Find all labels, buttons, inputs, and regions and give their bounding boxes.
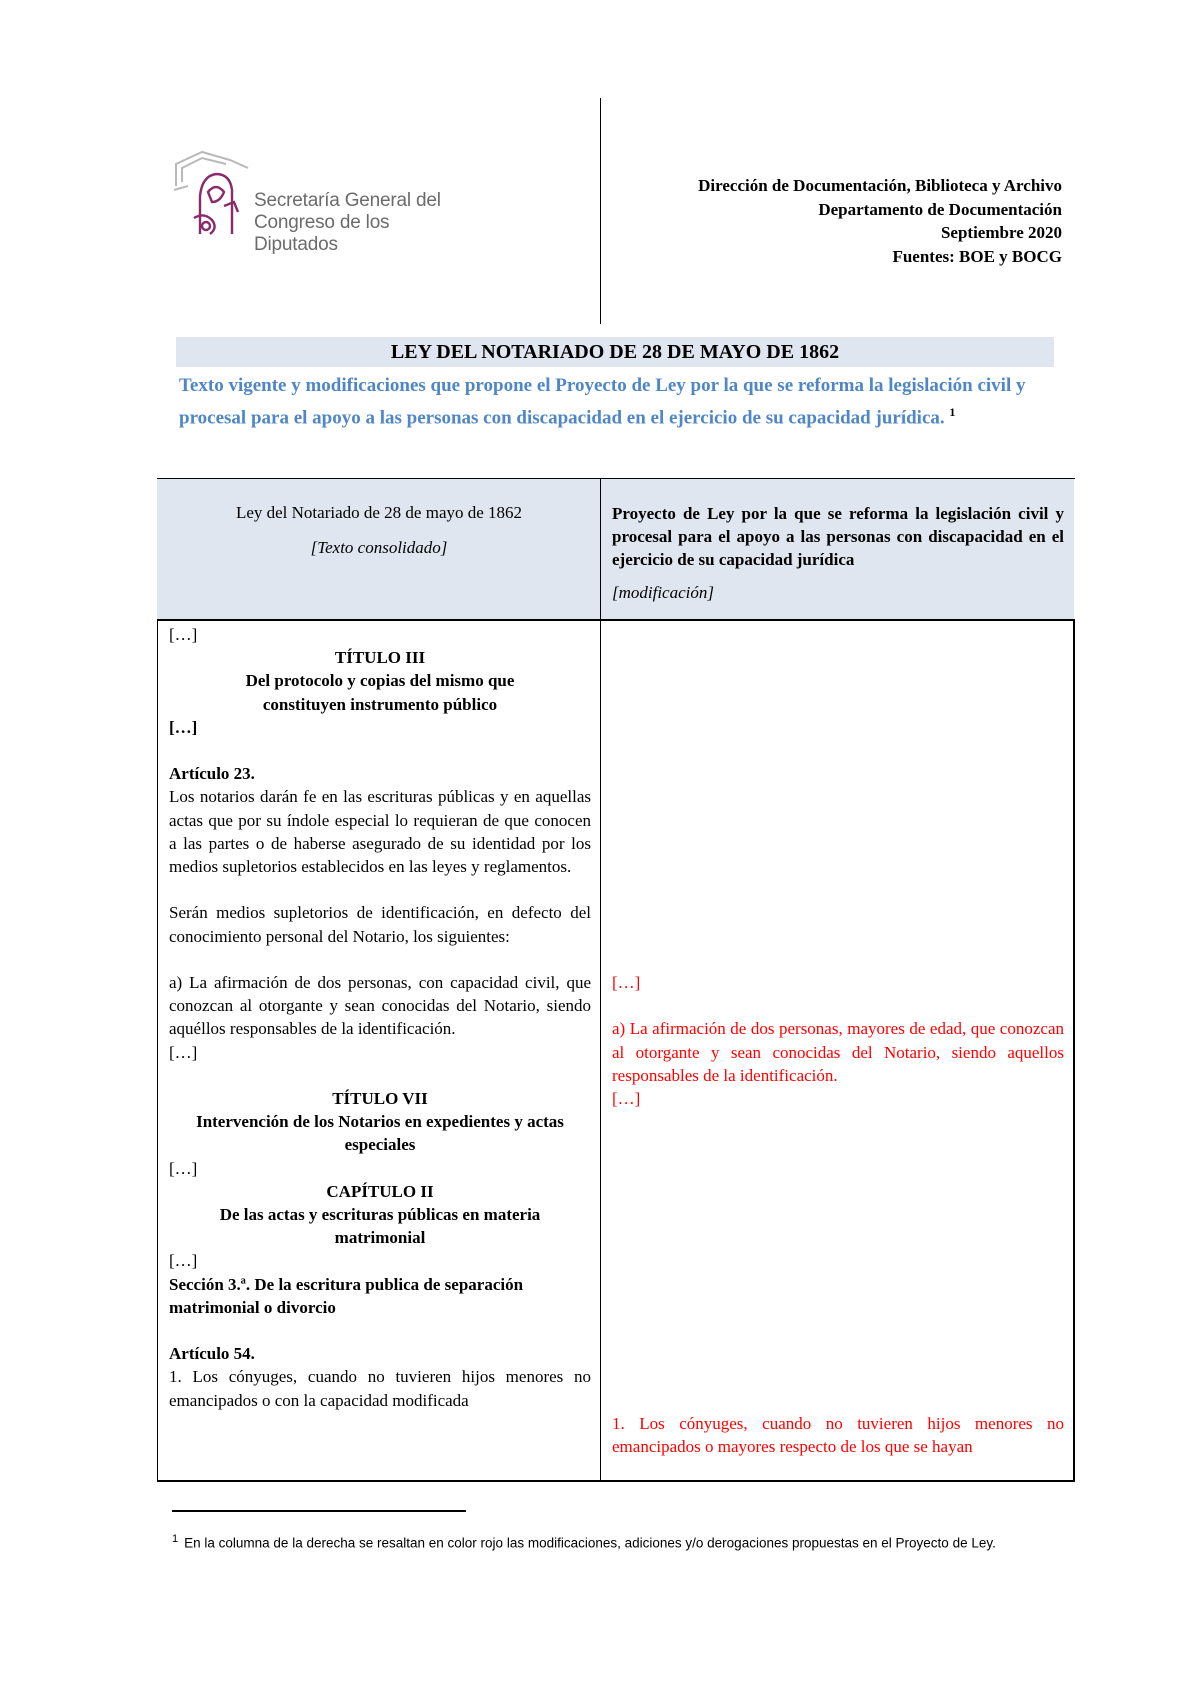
congress-logo xyxy=(172,146,442,255)
header-divider xyxy=(600,98,601,324)
header-rule xyxy=(157,619,1075,621)
title-vii-name: Intervención de los Notarios en expedientes y actas especiales xyxy=(196,1112,564,1155)
header-right xyxy=(612,502,1064,604)
header-line-2: Departamento de Documentación xyxy=(818,199,1062,219)
article-54-paragraph-1: 1. Los cónyuges, cuando no tuvieren hijos menores no emancipados o con la capacidad modificada xyxy=(169,1367,591,1410)
table-border-right xyxy=(1073,619,1075,1482)
proposed-article-54-paragraph-1: 1. Los cónyuges, cuando no tuvieren hijos menores no emancipados o mayores respecto de los que se hayan xyxy=(612,1414,1064,1457)
logo-text xyxy=(254,190,442,256)
header-line-3: Septiembre 2020 xyxy=(940,223,1062,242)
logo-line-2: Congreso de los Diputados xyxy=(254,212,390,255)
article-23-paragraph-1: Los notarios darán fe en las escrituras públicas y en aquellas actas que por su índole especial lo requieran de que conocen a las partes o de haberse asegurado de su identidad por los medios supletorios establecidos en las leyes y reglamentos. xyxy=(169,787,591,877)
proposed-ellipsis: […] xyxy=(612,1089,641,1108)
ellipsis-bold: […] xyxy=(169,717,198,737)
header-right-title: Proyecto de Ley por la que se reforma la legislación civil y procesal para el apoyo a las personas con discapacidad en el ejercicio de su capacidad jurídica xyxy=(612,504,1064,569)
proposed-article-23-item-a: a) La afirmación de dos personas, mayores de edad, que conozcan al otorgante y sean conocidas del Notario, siendo aquellos responsables de la identificación. xyxy=(612,1019,1064,1085)
comparison-table xyxy=(157,478,1075,1482)
document-title: LEY DEL NOTARIADO DE 28 DE MAYO DE 1862 xyxy=(176,337,1054,367)
header-info xyxy=(606,174,1062,268)
article-23-heading: Artículo 23. xyxy=(169,764,255,784)
table-border-top xyxy=(157,478,1075,479)
article-23-paragraph-2: Serán medios supletorios de identificación, en defecto del conocimiento personal del Notario, los siguientes: xyxy=(169,903,591,946)
title-iii-heading: TÍTULO III xyxy=(334,648,426,668)
footnote xyxy=(172,1529,1052,1554)
ellipsis: […] xyxy=(169,1251,198,1271)
header-left xyxy=(169,502,589,559)
header-line-4: Fuentes: BOE y BOCG xyxy=(892,246,1062,266)
title-vii-heading: TÍTULO VII xyxy=(332,1089,428,1108)
header-right-note: [modificación] xyxy=(612,583,714,602)
header-left-note: [Texto consolidado] xyxy=(310,538,448,557)
column-divider xyxy=(600,478,601,1482)
ellipsis: […] xyxy=(169,1042,198,1062)
footnote-ref[interactable]: 1 xyxy=(949,405,956,419)
header-line-1: Dirección de Documentación, Biblioteca y Archivo xyxy=(698,176,1062,195)
chapter-ii-name: De las actas y escrituras públicas en materia matrimonial xyxy=(219,1205,541,1248)
column-proposed-text xyxy=(612,623,1064,1459)
column-current-text xyxy=(169,623,591,1412)
chapter-ii-heading: CAPÍTULO II xyxy=(326,1181,434,1201)
footnote-separator xyxy=(172,1510,466,1512)
table-border-left xyxy=(157,619,158,1482)
article-23-item-a: a) La afirmación de dos personas, con capacidad civil, que conozcan al otorgante y sean conocidas del Notario, siendo aquéllos responsables de la identificación. xyxy=(169,973,591,1039)
footnote-number: 1 xyxy=(172,1533,179,1545)
proposed-ellipsis: […] xyxy=(612,973,641,992)
section-3-heading: Sección 3.ª. De la escritura publica de separación matrimonial o divorcio xyxy=(169,1274,524,1317)
title-iii-name: Del protocolo y copias del mismo que constituyen instrumento público xyxy=(245,671,515,714)
ellipsis: […] xyxy=(169,625,198,644)
subtitle-text: Texto vigente y modificaciones que propone el Proyecto de Ley por la que se reforma la legislación civil y procesal para el apoyo a las personas con discapacidad en el ejercicio de su capacidad jurídica. xyxy=(179,375,1026,429)
table-border-bottom xyxy=(157,1480,1075,1482)
header-left-title: Ley del Notariado de 28 de mayo de 1862 xyxy=(235,503,523,522)
congress-lion-building-icon xyxy=(172,146,252,238)
article-54-heading: Artículo 54. xyxy=(169,1344,255,1364)
document-subtitle xyxy=(179,373,1059,431)
logo-line-1: Secretaría General del xyxy=(254,190,441,211)
ellipsis: […] xyxy=(169,1158,198,1178)
footnote-text: En la columna de la derecha se resaltan en color rojo las modificaciones, adiciones y/o derogaciones propuestas en el Proyecto de Ley. xyxy=(184,1535,996,1551)
